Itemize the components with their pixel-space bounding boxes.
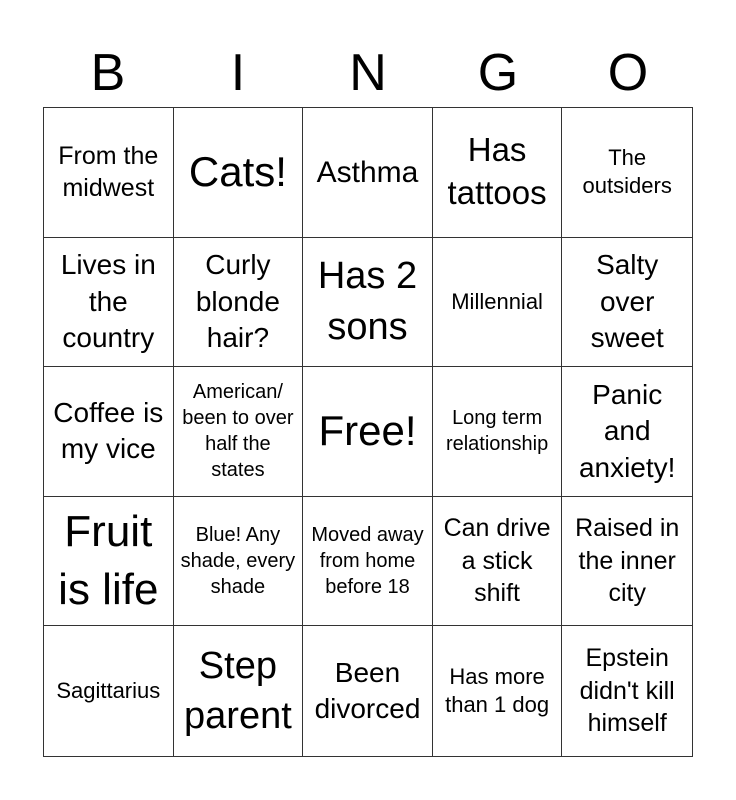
bingo-cell[interactable] <box>562 626 692 756</box>
cell-text: Curly blonde hair? <box>195 249 280 354</box>
cell-text: Epstein didn't kill himself <box>579 644 675 738</box>
cell-text: Panic and anxiety! <box>578 378 676 483</box>
header-letter-n: N <box>349 44 387 102</box>
cell-text: Millennial <box>451 288 543 314</box>
bingo-cell[interactable] <box>562 497 692 627</box>
bingo-cell[interactable] <box>562 367 692 497</box>
bingo-cell[interactable] <box>303 238 433 368</box>
cell-text: Blue! Any shade, every shade <box>180 524 296 599</box>
cell-text: Step parent <box>184 644 292 738</box>
cell-text: Free! <box>318 407 417 455</box>
bingo-cell[interactable] <box>44 108 174 238</box>
bingo-cell[interactable] <box>562 108 692 238</box>
cell-text: Cats! <box>188 148 287 196</box>
bingo-cell[interactable] <box>433 238 563 368</box>
bingo-cell[interactable] <box>44 626 174 756</box>
header-letter-i: I <box>230 44 246 102</box>
header-letter-g: G <box>477 44 519 102</box>
cell-text: The outsiders <box>582 145 672 199</box>
cell-text: Been divorced <box>314 656 421 725</box>
header-letter-o: O <box>607 44 649 102</box>
cell-text: Salty over sweet <box>590 249 664 354</box>
bingo-cell[interactable] <box>174 367 304 497</box>
cell-text: Moved away from home before 18 <box>311 524 424 599</box>
cell-text: Has more than 1 dog <box>445 664 550 718</box>
bingo-cell[interactable] <box>433 497 563 627</box>
bingo-cell[interactable] <box>433 367 563 497</box>
cell-text: Has 2 sons <box>317 255 418 348</box>
bingo-cell[interactable] <box>44 497 174 627</box>
bingo-cell[interactable] <box>44 238 174 368</box>
bingo-cell[interactable] <box>174 497 304 627</box>
header-letter-b: B <box>90 44 126 102</box>
bingo-board <box>43 107 693 757</box>
bingo-cell[interactable] <box>174 108 304 238</box>
cell-text: Has tattoos <box>447 131 547 212</box>
bingo-cell[interactable] <box>303 626 433 756</box>
cell-text: From the midwest <box>58 141 159 203</box>
bingo-cell[interactable] <box>433 626 563 756</box>
bingo-cell[interactable] <box>303 497 433 627</box>
cell-text: Coffee is my vice <box>53 397 164 465</box>
cell-text: Can drive a stick shift <box>443 514 551 608</box>
cell-text: Lives in the country <box>60 249 156 354</box>
cell-text: Fruit is life <box>58 506 159 615</box>
cell-text: Sagittarius <box>56 678 161 704</box>
free-space-cell[interactable] <box>303 367 433 497</box>
bingo-header <box>43 40 693 106</box>
cell-text: Long term relationship <box>445 407 549 456</box>
cell-text: Raised in the inner city <box>575 514 680 608</box>
bingo-cell[interactable] <box>303 108 433 238</box>
bingo-cell[interactable] <box>433 108 563 238</box>
bingo-cell[interactable] <box>44 367 174 497</box>
bingo-cell[interactable] <box>174 626 304 756</box>
cell-text: Asthma <box>316 155 419 189</box>
bingo-cell[interactable] <box>562 238 692 368</box>
cell-text: American/ been to over half the states <box>182 381 294 482</box>
bingo-cell[interactable] <box>174 238 304 368</box>
